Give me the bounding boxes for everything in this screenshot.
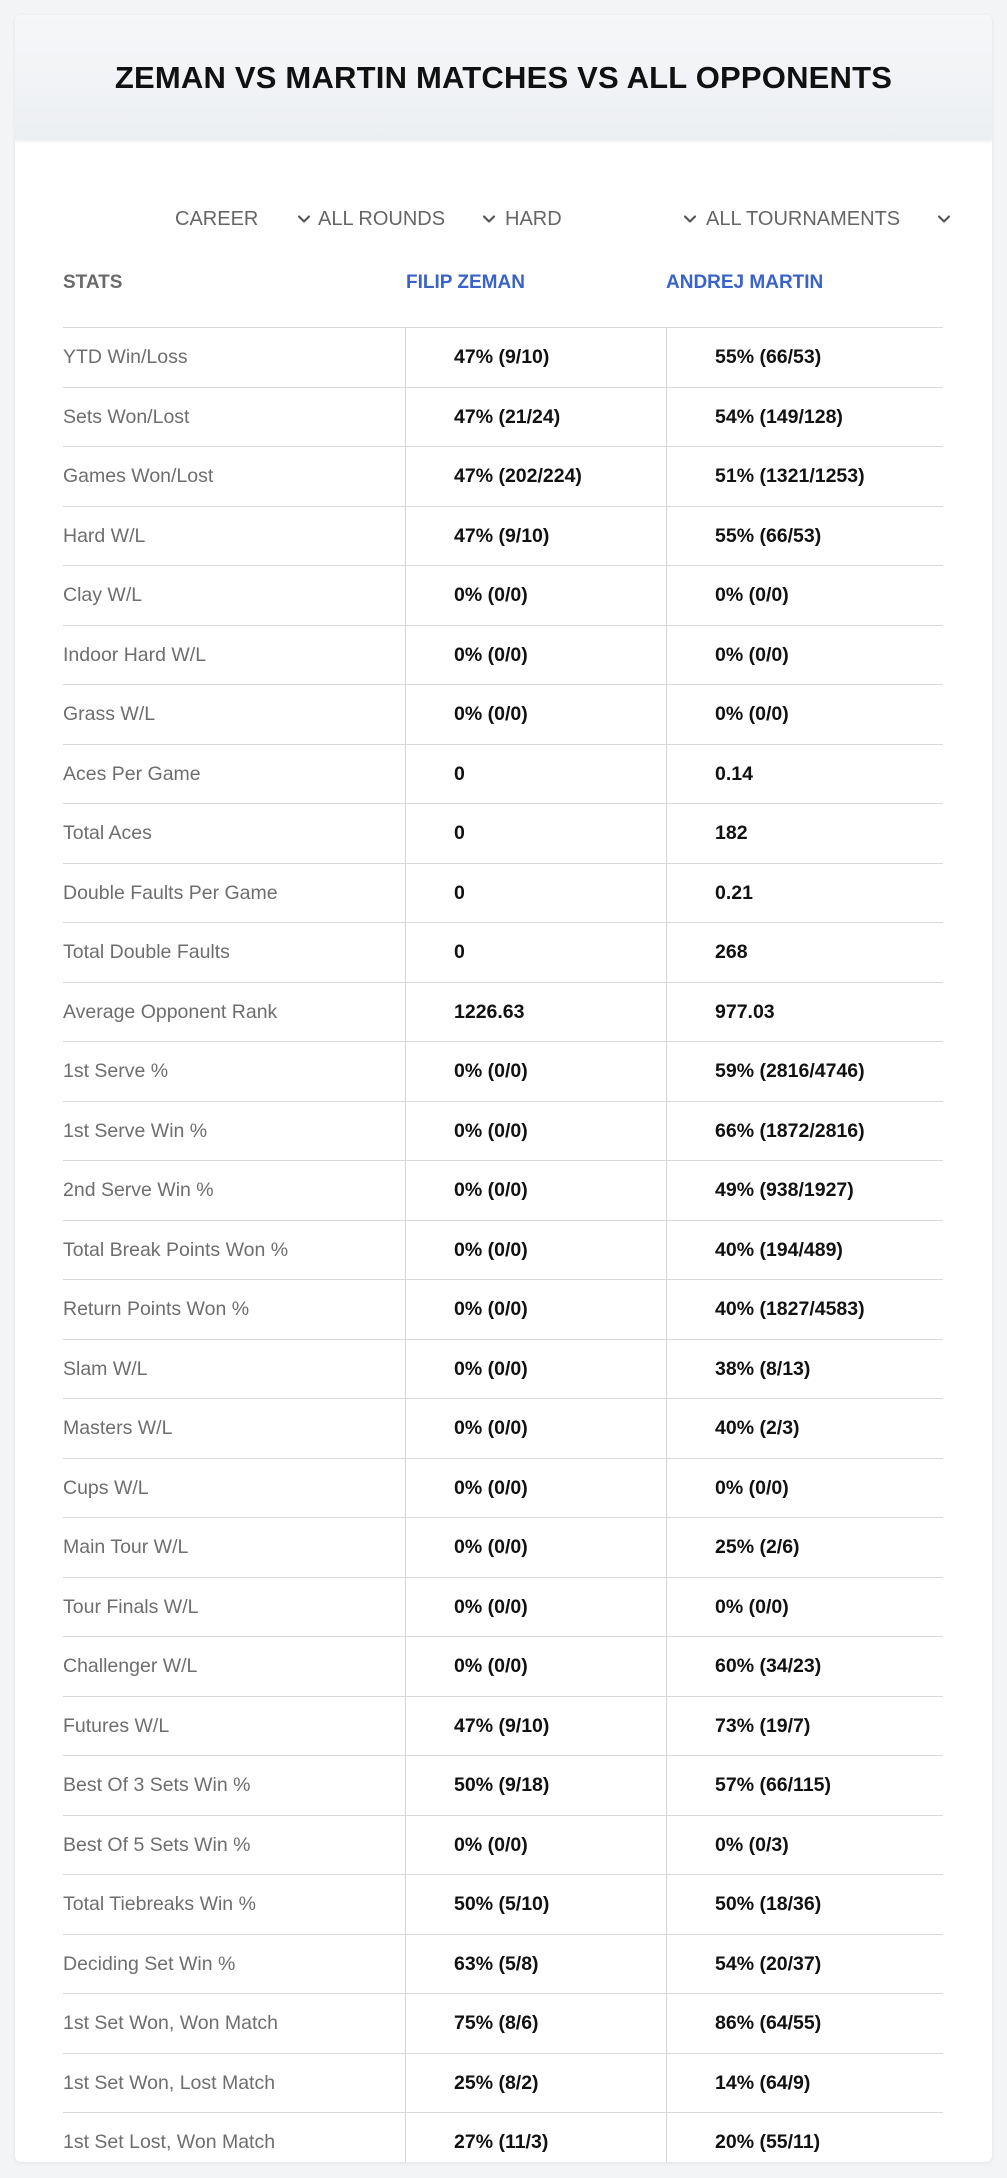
player1-stat-value: 0% (0/0): [405, 1459, 665, 1518]
player1-stat-value: 0% (0/0): [405, 1102, 665, 1161]
period-select-value: CAREER: [175, 207, 259, 230]
player1-stat-value: 0: [405, 745, 665, 804]
player2-stat-value: 40% (1827/4583): [666, 1280, 943, 1339]
stat-label: Clay W/L: [63, 584, 143, 606]
player1-stat-value: 47% (9/10): [405, 507, 665, 566]
stat-label: 2nd Serve Win %: [63, 1179, 214, 1201]
player2-stat-value: 182: [666, 804, 943, 863]
table-row: [63, 1578, 943, 1638]
chevron-down-icon: [480, 210, 498, 228]
player2-stat-value: 20% (55/11): [666, 2113, 943, 2162]
stat-label: Average Opponent Rank: [63, 1000, 278, 1023]
table-row: [63, 507, 943, 567]
table-body: [63, 328, 943, 2162]
chevron-down-icon: [935, 210, 953, 228]
player1-stat-value: 1226.63: [405, 983, 665, 1042]
player2-stat-value: 50% (18/36): [666, 1875, 943, 1934]
rounds-select[interactable]: [318, 190, 498, 248]
player2-stat-value: 0.14: [666, 745, 943, 804]
period-select[interactable]: [175, 190, 313, 248]
surface-select[interactable]: [505, 190, 699, 248]
table-row: [63, 447, 943, 507]
stat-label: Sets Won/Lost: [63, 405, 190, 428]
player2-stat-value: 60% (34/23): [666, 1637, 943, 1696]
player1-stat-value: 0% (0/0): [405, 1340, 665, 1399]
stat-label: Total Aces: [63, 822, 152, 844]
table-row: [63, 1756, 943, 1816]
table-row: [63, 1399, 943, 1459]
table-row: [63, 626, 943, 686]
table-row: [63, 1518, 943, 1578]
tournaments-select-value: ALL TOURNAMENTS: [706, 207, 901, 230]
player2-stat-value: 54% (20/37): [666, 1935, 943, 1994]
player1-stat-value: 0% (0/0): [405, 1280, 665, 1339]
stat-label: Return Points Won %: [63, 1298, 250, 1320]
player1-stat-value: 0% (0/0): [405, 685, 665, 744]
table-row: [63, 1994, 943, 2054]
table-row: [63, 1935, 943, 1995]
player2-stat-value: 49% (938/1927): [666, 1161, 943, 1220]
stat-label: Games Won/Lost: [63, 465, 214, 487]
stat-label: Masters W/L: [63, 1417, 173, 1439]
player1-stat-value: 47% (21/24): [405, 388, 665, 447]
player1-stat-value: 0% (0/0): [405, 1637, 665, 1696]
table-row: [63, 1816, 943, 1876]
table-row: [63, 2054, 943, 2114]
player2-stat-value: 25% (2/6): [666, 1518, 943, 1577]
player2-stat-value: 55% (66/53): [666, 507, 943, 566]
filters-bar: [15, 190, 992, 248]
chevron-down-icon: [681, 210, 699, 228]
stat-label: Main Tour W/L: [63, 1536, 189, 1558]
player2-stat-value: 0% (0/0): [666, 1578, 943, 1637]
surface-select-value: HARD: [505, 207, 562, 230]
table-row: [63, 1697, 943, 1757]
stat-label: Futures W/L: [63, 1714, 170, 1737]
player2-stat-value: 977.03: [666, 983, 943, 1042]
player1-stat-value: 0: [405, 804, 665, 863]
player2-stat-value: 55% (66/53): [666, 328, 943, 387]
stats-card: [15, 15, 992, 2162]
player2-stat-value: 40% (2/3): [666, 1399, 943, 1458]
player1-stat-value: 50% (5/10): [405, 1875, 665, 1934]
stat-label: Tour Finals W/L: [63, 1595, 199, 1618]
table-row: [63, 1042, 943, 1102]
stat-label: 1st Set Won, Won Match: [63, 2012, 278, 2034]
player2-stat-value: 73% (19/7): [666, 1697, 943, 1756]
stat-label: Challenger W/L: [63, 1655, 198, 1677]
table-row: [63, 1637, 943, 1697]
stat-label: Slam W/L: [63, 1357, 148, 1380]
player1-stat-value: 0% (0/0): [405, 1816, 665, 1875]
stat-label: Best Of 3 Sets Win %: [63, 1774, 251, 1796]
stats-table: [63, 253, 943, 2162]
stat-label: Double Faults Per Game: [63, 881, 278, 904]
stat-label: Indoor Hard W/L: [63, 643, 207, 666]
table-row: [63, 2113, 943, 2162]
player2-stat-value: 0% (0/0): [666, 566, 943, 625]
table-row: [63, 745, 943, 805]
player1-stat-value: 47% (9/10): [405, 328, 665, 387]
stat-label: 1st Serve %: [63, 1060, 169, 1082]
player2-stat-value: 40% (194/489): [666, 1221, 943, 1280]
player2-stat-value: 0% (0/0): [666, 685, 943, 744]
player1-stat-value: 0% (0/0): [405, 1042, 665, 1101]
player1-column-header[interactable]: FILIP ZEMAN: [406, 272, 525, 293]
stat-label: 1st Set Lost, Won Match: [63, 2131, 276, 2153]
player1-stat-value: 0: [405, 864, 665, 923]
table-row: [63, 864, 943, 924]
stat-label: 1st Set Won, Lost Match: [63, 2071, 276, 2094]
player2-stat-value: 54% (149/128): [666, 388, 943, 447]
player1-stat-value: 0% (0/0): [405, 626, 665, 685]
player1-stat-value: 47% (9/10): [405, 1697, 665, 1756]
player2-stat-value: 0% (0/0): [666, 1459, 943, 1518]
player2-stat-value: 268: [666, 923, 943, 982]
player1-stat-value: 25% (8/2): [405, 2054, 665, 2113]
stat-label: Total Tiebreaks Win %: [63, 1893, 256, 1915]
tournaments-select[interactable]: [706, 190, 953, 248]
player1-stat-value: 0% (0/0): [405, 1578, 665, 1637]
table-row: [63, 328, 943, 388]
player2-column-header[interactable]: ANDREJ MARTIN: [666, 272, 824, 293]
stat-label: Cups W/L: [63, 1476, 149, 1499]
table-row: [63, 1221, 943, 1281]
table-row: [63, 1280, 943, 1340]
player2-stat-value: 66% (1872/2816): [666, 1102, 943, 1161]
table-row: [63, 1102, 943, 1162]
table-row: [63, 566, 943, 626]
player1-stat-value: 0: [405, 923, 665, 982]
table-row: [63, 1340, 943, 1400]
stat-label: Total Break Points Won %: [63, 1238, 289, 1261]
player1-stat-value: 63% (5/8): [405, 1935, 665, 1994]
table-row: [63, 923, 943, 983]
player2-stat-value: 51% (1321/1253): [666, 447, 943, 506]
stat-label: Grass W/L: [63, 703, 156, 725]
card-header: [15, 15, 992, 140]
player2-stat-value: 14% (64/9): [666, 2054, 943, 2113]
player1-stat-value: 0% (0/0): [405, 1221, 665, 1280]
player2-stat-value: 0% (0/0): [666, 626, 943, 685]
player1-stat-value: 75% (8/6): [405, 1994, 665, 2053]
player2-stat-value: 0.21: [666, 864, 943, 923]
stat-label: Aces Per Game: [63, 762, 201, 785]
table-row: [63, 1459, 943, 1519]
player1-stat-value: 47% (202/224): [405, 447, 665, 506]
chevron-down-icon: [295, 210, 313, 228]
page-title: ZEMAN VS MARTIN MATCHES VS ALL OPPONENTS: [114, 59, 893, 95]
stat-label: Deciding Set Win %: [63, 1952, 236, 1975]
player2-stat-value: 86% (64/55): [666, 1994, 943, 2053]
stat-label: Best Of 5 Sets Win %: [63, 1833, 251, 1856]
stat-label: Total Double Faults: [63, 941, 230, 963]
player1-stat-value: 0% (0/0): [405, 1399, 665, 1458]
table-row: [63, 1875, 943, 1935]
table-row: [63, 983, 943, 1043]
player2-stat-value: 38% (8/13): [666, 1340, 943, 1399]
table-row: [63, 388, 943, 448]
player2-stat-value: 59% (2816/4746): [666, 1042, 943, 1101]
player2-stat-value: 0% (0/3): [666, 1816, 943, 1875]
stat-label: Hard W/L: [63, 524, 146, 547]
player2-stat-value: 57% (66/115): [666, 1756, 943, 1815]
stat-label: YTD Win/Loss: [63, 346, 188, 368]
stat-label: 1st Serve Win %: [63, 1119, 208, 1142]
player1-stat-value: 27% (11/3): [405, 2113, 665, 2162]
table-row: [63, 804, 943, 864]
table-header: [63, 253, 943, 328]
stats-column-header: STATS: [63, 272, 123, 293]
player1-stat-value: 0% (0/0): [405, 1518, 665, 1577]
player1-stat-value: 0% (0/0): [405, 566, 665, 625]
player1-stat-value: 0% (0/0): [405, 1161, 665, 1220]
table-row: [63, 1161, 943, 1221]
player1-stat-value: 50% (9/18): [405, 1756, 665, 1815]
table-row: [63, 685, 943, 745]
rounds-select-value: ALL ROUNDS: [318, 207, 446, 230]
